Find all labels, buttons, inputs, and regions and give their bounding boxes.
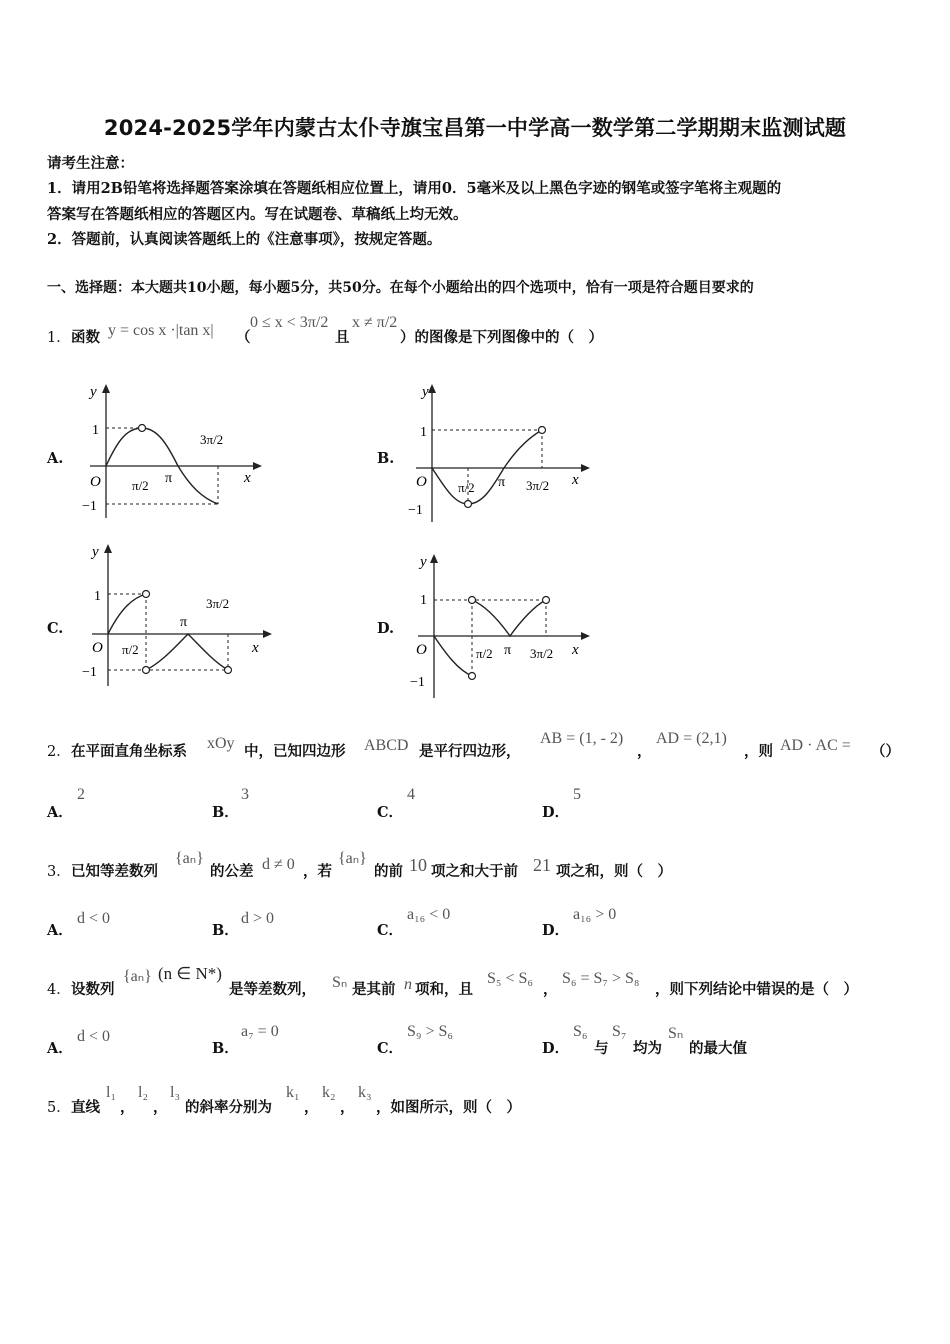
tick-neg1: −1 bbox=[410, 675, 425, 690]
q2-option-a-label[interactable]: A． bbox=[47, 804, 73, 821]
q4-text-4: 项和，且 bbox=[415, 981, 473, 998]
q2-option-b-label[interactable]: B． bbox=[212, 804, 239, 821]
curve bbox=[472, 600, 546, 636]
q4-text-5: ，则下列结论中错误的是（ ） bbox=[655, 981, 858, 998]
q3-option-d-value: a₁₆ > 0 bbox=[573, 906, 617, 923]
q1-graph-c bbox=[72, 538, 282, 693]
curve bbox=[108, 594, 146, 634]
y-axis-arrow bbox=[428, 384, 436, 393]
x-label: x bbox=[572, 642, 579, 658]
q3-text-6: 项之和，则（ ） bbox=[556, 863, 672, 880]
q4-option-c-value: S₉ > S₆ bbox=[407, 1023, 453, 1040]
origin-label: O bbox=[92, 640, 103, 656]
q2-number: 2． bbox=[47, 744, 71, 760]
tick-1: 1 bbox=[420, 593, 427, 608]
tick-pi-half: π/2 bbox=[458, 480, 475, 495]
q4-text-3: 是其前 bbox=[352, 981, 396, 998]
q5-comma-1: ， bbox=[120, 1099, 135, 1116]
q3-option-c-label[interactable]: C． bbox=[377, 922, 404, 939]
open-point bbox=[469, 673, 476, 680]
q2-abcd: ABCD bbox=[364, 737, 409, 754]
q1-option-a[interactable]: A. bbox=[47, 450, 64, 467]
y-axis-arrow bbox=[104, 544, 112, 553]
q4-option-d-tail: 的最大值 bbox=[689, 1040, 747, 1057]
q1-graph-b bbox=[400, 380, 600, 530]
q1-condition-2: x ≠ π/2 bbox=[352, 314, 398, 331]
notice-heading: 请考生注意： bbox=[47, 155, 134, 172]
tick-neg1: −1 bbox=[408, 503, 423, 518]
q2-option-c-value: 4 bbox=[407, 786, 415, 803]
y-axis-arrow bbox=[102, 384, 110, 393]
q3-option-b-value: d > 0 bbox=[241, 910, 275, 927]
q4-n: n bbox=[404, 976, 412, 993]
tick-neg1: −1 bbox=[82, 665, 97, 680]
q4-option-b-value: a₇ = 0 bbox=[241, 1023, 279, 1040]
notice-line-1: 1．请用2B铅笔将选择题答案涂填在答题纸相应位置上，请用0．5毫米及以上黑色字迹的钢笔或签字笔将主观题的 bbox=[47, 180, 782, 197]
tick-1: 1 bbox=[94, 589, 101, 604]
tick-pi: π bbox=[180, 615, 188, 630]
q5-l3: l₃ bbox=[170, 1084, 181, 1101]
q4-text-2: 是等差数列， bbox=[229, 981, 316, 998]
open-point bbox=[225, 667, 232, 674]
q2-paren: （） bbox=[871, 743, 900, 760]
q2-option-c-label[interactable]: C． bbox=[377, 804, 404, 821]
x-axis-arrow bbox=[263, 630, 272, 638]
q4-sequence: {aₙ} bbox=[123, 968, 152, 985]
curve bbox=[434, 636, 472, 676]
q4-option-a-value: d < 0 bbox=[77, 1028, 111, 1045]
tick-1: 1 bbox=[92, 423, 99, 438]
notice-line-3: 2．答题前，认真阅读答题纸上的《注意事项》，按规定答题。 bbox=[47, 231, 442, 248]
q5-l2: l₂ bbox=[138, 1084, 149, 1101]
q2-vector-ad: AD = (2,1) bbox=[656, 730, 727, 747]
q3-n10: 10 bbox=[409, 855, 427, 875]
q3-number: 3． bbox=[47, 864, 71, 880]
q4-number: 4． bbox=[47, 982, 71, 998]
q1-condition-1: 0 ≤ x < 3π/2 bbox=[250, 314, 329, 331]
origin-label: O bbox=[416, 642, 427, 658]
x-label: x bbox=[252, 640, 259, 656]
q2-option-d-label[interactable]: D． bbox=[542, 804, 570, 821]
q3-n21: 21 bbox=[533, 855, 551, 875]
y-axis-arrow bbox=[430, 554, 438, 563]
x-axis-arrow bbox=[253, 462, 262, 470]
q3-d: d ≠ 0 bbox=[262, 856, 295, 873]
tick-pi: π bbox=[504, 643, 512, 658]
q4-sn: Sₙ bbox=[332, 974, 348, 991]
q3-option-a-value: d < 0 bbox=[77, 910, 111, 927]
q1-option-c[interactable]: C. bbox=[47, 620, 64, 637]
tick-3pi-half: 3π/2 bbox=[200, 432, 224, 447]
q3-option-d-label[interactable]: D． bbox=[542, 922, 570, 939]
x-label: x bbox=[572, 472, 579, 488]
tick-3pi-half: 3π/2 bbox=[530, 646, 554, 661]
q1-graph-d bbox=[400, 548, 600, 703]
q4-option-d-s6: S₆ bbox=[573, 1023, 588, 1040]
q3-option-a-label[interactable]: A． bbox=[47, 922, 73, 939]
x-label: x bbox=[244, 470, 251, 486]
y-label: y bbox=[420, 554, 427, 570]
q2-option-d-value: 5 bbox=[573, 786, 581, 803]
tick-pi-half: π/2 bbox=[122, 642, 139, 657]
q4-option-b-label[interactable]: B． bbox=[212, 1040, 239, 1057]
q5-text-2: 的斜率分别为 bbox=[185, 1099, 272, 1116]
tick-3pi-half: 3π/2 bbox=[206, 596, 230, 611]
q2-text-2: 中，已知四边形 bbox=[244, 743, 346, 760]
q5-text-3: ，如图所示，则（ ） bbox=[376, 1099, 521, 1116]
curve bbox=[146, 634, 228, 670]
q1-and: 且 bbox=[335, 329, 350, 346]
open-point bbox=[143, 591, 150, 598]
q2-vector-ab: AB = (1, - 2) bbox=[540, 730, 624, 747]
q4-cond-1: S₅ < S₆ bbox=[487, 970, 533, 987]
q1-option-d[interactable]: D. bbox=[377, 620, 395, 637]
q2-text-1: 在平面直角坐标系 bbox=[71, 743, 187, 760]
tick-pi-half: π/2 bbox=[476, 646, 493, 661]
section-heading: 一、选择题：本大题共10小题，每小题5分，共50分。在每个小题给出的四个选项中，恰有一项是符合题目要求的 bbox=[47, 280, 754, 296]
q4-option-d-sn: Sₙ bbox=[668, 1025, 684, 1042]
q5-comma-4: ， bbox=[340, 1099, 355, 1116]
tick-3pi-half: 3π/2 bbox=[526, 478, 550, 493]
q4-option-d-and: 与 bbox=[594, 1040, 609, 1057]
q3-text-4: 的前 bbox=[374, 863, 403, 880]
q4-cond-2: S₆ = S₇ > S₈ bbox=[562, 970, 640, 987]
q3-text-3: ，若 bbox=[303, 863, 332, 880]
origin-label: O bbox=[90, 474, 101, 490]
q2-option-b-value: 3 bbox=[241, 786, 249, 803]
tick-1: 1 bbox=[420, 425, 427, 440]
q3-option-b-label[interactable]: B． bbox=[212, 922, 239, 939]
q4-option-d-label[interactable]: D． bbox=[542, 1040, 570, 1057]
q3-text-1: 已知等差数列 bbox=[71, 863, 158, 880]
q4-option-a-label[interactable]: A． bbox=[47, 1040, 73, 1057]
notice-line-2: 答案写在答题纸相应的答题区内。写在试题卷、草稿纸上均无效。 bbox=[47, 206, 468, 223]
q3-sequence: {aₙ} bbox=[175, 850, 204, 867]
q1-text-post: ）的图像是下列图像中的（ ） bbox=[400, 329, 603, 346]
q2-option-a-value: 2 bbox=[77, 786, 85, 803]
q4-option-d-s7: S₇ bbox=[612, 1023, 627, 1040]
q1-function: y = cos x ·|tan x| bbox=[108, 322, 214, 339]
q2-comma: ， bbox=[637, 743, 652, 760]
q4-option-d-both: 均为 bbox=[633, 1040, 662, 1057]
q5-k1: k₁ bbox=[286, 1084, 300, 1101]
q2-text-4: ，则 bbox=[744, 743, 773, 760]
x-axis-arrow bbox=[581, 464, 590, 472]
q3-text-2: 的公差 bbox=[210, 863, 254, 880]
q2-expression: AD · AC = bbox=[780, 737, 851, 754]
q4-option-c-label[interactable]: C． bbox=[377, 1040, 404, 1057]
tick-pi-half: π/2 bbox=[132, 478, 149, 493]
q1-option-b[interactable]: B. bbox=[377, 450, 395, 467]
tick-pi: π bbox=[165, 471, 173, 486]
q5-k3: k₃ bbox=[358, 1084, 372, 1101]
q3-sequence-2: {aₙ} bbox=[338, 850, 367, 867]
y-label: y bbox=[422, 384, 429, 400]
q5-k2: k₂ bbox=[322, 1084, 336, 1101]
q5-text-1: 直线 bbox=[71, 1099, 100, 1116]
q5-comma-3: ， bbox=[304, 1099, 319, 1116]
x-axis-arrow bbox=[581, 632, 590, 640]
q5-number: 5． bbox=[47, 1100, 71, 1116]
open-point bbox=[539, 427, 546, 434]
q2-text-3: 是平行四边形， bbox=[419, 743, 521, 760]
q4-comma: ， bbox=[543, 981, 558, 998]
page-title: 2024-2025学年内蒙古太仆寺旗宝昌第一中学高一数学第二学期期末监测试题 bbox=[103, 116, 847, 140]
q4-text-1: 设数列 bbox=[71, 981, 115, 998]
open-point bbox=[469, 597, 476, 604]
y-label: y bbox=[92, 544, 99, 560]
origin-label: O bbox=[416, 474, 427, 490]
y-label: y bbox=[90, 384, 97, 400]
q5-l1: l₁ bbox=[106, 1084, 117, 1101]
q5-comma-2: ， bbox=[153, 1099, 168, 1116]
open-point bbox=[465, 501, 472, 508]
q3-option-c-value: a₁₆ < 0 bbox=[407, 906, 451, 923]
open-point bbox=[143, 667, 150, 674]
q1-paren-open: （ bbox=[236, 329, 251, 346]
q3-text-5: 项之和大于前 bbox=[431, 863, 518, 880]
q2-xoy: xOy bbox=[207, 735, 235, 752]
q1-number: 1． bbox=[47, 330, 71, 346]
tick-pi: π bbox=[498, 475, 506, 490]
open-point bbox=[139, 425, 146, 432]
open-point bbox=[543, 597, 550, 604]
q1-graph-a bbox=[72, 380, 272, 530]
q4-condition: (n ∈ N*) bbox=[158, 964, 222, 983]
q1-text-pre: 函数 bbox=[71, 329, 100, 346]
tick-neg1: −1 bbox=[82, 499, 97, 514]
